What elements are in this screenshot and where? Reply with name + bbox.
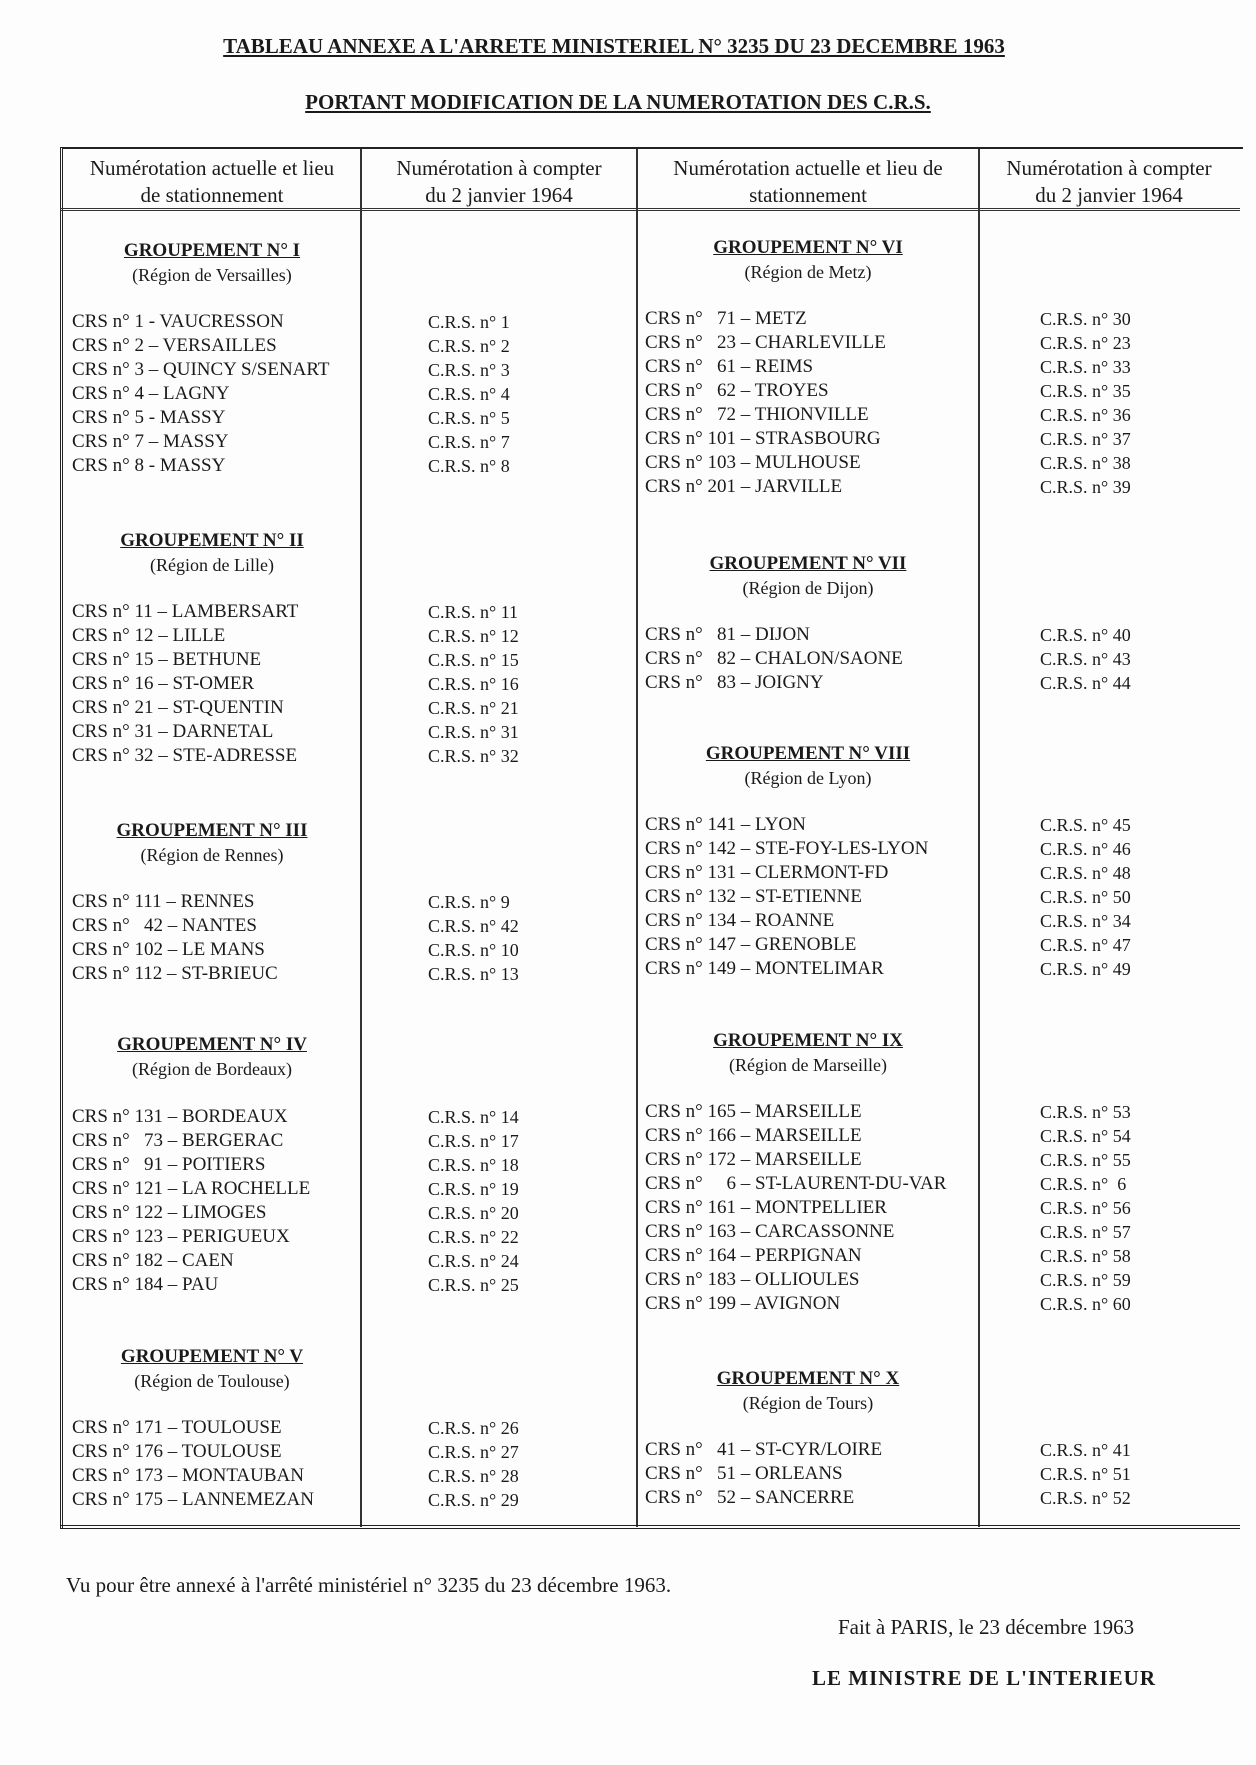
unit-new-number: C.R.S. n° 13 [428,964,519,984]
unit-current: CRS n° 166 – MARSEILLE [645,1125,862,1146]
unit-new-number: C.R.S. n° 34 [1040,911,1131,931]
unit-new-number: C.R.S. n° 49 [1040,959,1131,979]
column-divider [978,149,980,1527]
unit-current: CRS n° 52 – SANCERRE [645,1487,855,1508]
unit-new-number: C.R.S. n° 1 [428,312,510,332]
unit-new-number: C.R.S. n° 38 [1040,453,1131,473]
unit-current: CRS n° 31 – DARNETAL [72,721,274,742]
unit-new-number: C.R.S. n° 29 [428,1490,519,1510]
unit-new-number: C.R.S. n° 27 [428,1442,519,1462]
unit-new-number: C.R.S. n° 57 [1040,1222,1131,1242]
unit-current: CRS n° 182 – CAEN [72,1250,234,1271]
header-line: Numérotation actuelle et lieu de [673,156,943,180]
header-line: stationnement [749,183,867,207]
unit-current: CRS n° 199 – AVIGNON [645,1293,841,1314]
group-region: (Région de Toulouse) [134,1371,290,1391]
footer-signatory: LE MINISTRE DE L'INTERIEUR [812,1666,1156,1690]
unit-current: CRS n° 122 – LIMOGES [72,1202,267,1223]
unit-current: CRS n° 164 – PERPIGNAN [645,1245,862,1266]
unit-new-number: C.R.S. n° 11 [428,602,519,622]
group-title: GROUPEMENT N° III [116,820,308,841]
unit-current: CRS n° 73 – BERGERAC [72,1130,284,1151]
unit-new-number: C.R.S. n° 7 [428,432,510,452]
unit-new-number: C.R.S. n° 19 [428,1179,519,1199]
unit-current: CRS n° 21 – ST-QUENTIN [72,697,284,718]
unit-current: CRS n° 51 – ORLEANS [645,1463,843,1484]
unit-new-number: C.R.S. n° 15 [428,650,519,670]
unit-new-number: C.R.S. n° 3 [428,360,510,380]
unit-current: CRS n° 61 – REIMS [645,356,814,377]
unit-current: CRS n° 5 - MASSY [72,407,226,428]
group-region: (Région de Marseille) [729,1055,887,1075]
unit-new-number: C.R.S. n° 9 [428,892,510,912]
group-region: (Région de Bordeaux) [132,1059,292,1079]
unit-new-number: C.R.S. n° 51 [1040,1464,1131,1484]
unit-current: CRS n° 132 – ST-ETIENNE [645,886,862,907]
group-region: (Région de Metz) [744,262,872,282]
unit-current: CRS n° 41 – ST-CYR/LOIRE [645,1439,883,1460]
unit-current: CRS n° 1 - VAUCRESSON [72,311,284,332]
unit-new-number: C.R.S. n° 25 [428,1275,519,1295]
unit-new-number: C.R.S. n° 14 [428,1107,519,1127]
unit-current: CRS n° 171 – TOULOUSE [72,1417,282,1438]
header-line: Numérotation à compter [396,156,602,180]
unit-current: CRS n° 141 – LYON [645,814,806,835]
unit-new-number: C.R.S. n° 37 [1040,429,1131,449]
unit-current: CRS n° 163 – CARCASSONNE [645,1221,895,1242]
unit-new-number: C.R.S. n° 53 [1040,1102,1131,1122]
unit-new-number: C.R.S. n° 39 [1040,477,1131,497]
unit-new-number: C.R.S. n° 16 [428,674,519,694]
group-title: GROUPEMENT N° X [716,1368,900,1389]
unit-new-number: C.R.S. n° 55 [1040,1150,1131,1170]
unit-current: CRS n° 32 – STE-ADRESSE [72,745,298,766]
unit-current: CRS n° 8 - MASSY [72,455,226,476]
unit-new-number: C.R.S. n° 60 [1040,1294,1131,1314]
unit-current: CRS n° 12 – LILLE [72,625,226,646]
unit-current: CRS n° 82 – CHALON/SAONE [645,648,903,669]
group-region: (Région de Rennes) [140,845,284,865]
unit-current: CRS n° 3 – QUINCY S/SENART [72,359,330,380]
unit-new-number: C.R.S. n° 56 [1040,1198,1131,1218]
unit-new-number: C.R.S. n° 26 [428,1418,519,1438]
unit-current: CRS n° 165 – MARSEILLE [645,1101,862,1122]
unit-current: CRS n° 6 – ST-LAURENT-DU-VAR [645,1173,947,1194]
unit-current: CRS n° 72 – THIONVILLE [645,404,869,425]
unit-current: CRS n° 16 – ST-OMER [72,673,255,694]
unit-new-number: C.R.S. n° 45 [1040,815,1131,835]
unit-current: CRS n° 23 – CHARLEVILLE [645,332,886,353]
unit-current: CRS n° 201 – JARVILLE [645,476,843,497]
header-line: Numérotation à compter [1006,156,1212,180]
unit-current: CRS n° 172 – MARSEILLE [645,1149,862,1170]
unit-new-number: C.R.S. n° 41 [1040,1440,1131,1460]
unit-current: CRS n° 71 – METZ [645,308,807,329]
unit-new-number: C.R.S. n° 48 [1040,863,1131,883]
group-title: GROUPEMENT N° II [120,530,304,551]
unit-current: CRS n° 131 – CLERMONT-FD [645,862,889,883]
unit-new-number: C.R.S. n° 30 [1040,309,1131,329]
unit-new-number: C.R.S. n° 5 [428,408,510,428]
unit-current: CRS n° 175 – LANNEMEZAN [72,1489,314,1510]
unit-new-number: C.R.S. n° 8 [428,456,510,476]
group-region: (Région de Versailles) [132,265,292,285]
header-line: de stationnement [140,183,284,207]
group-region: (Région de Dijon) [742,578,874,598]
unit-new-number: C.R.S. n° 54 [1040,1126,1131,1146]
unit-new-number: C.R.S. n° 40 [1040,625,1131,645]
header-right-new [980,155,1238,209]
unit-new-number: C.R.S. n° 24 [428,1251,519,1271]
unit-new-number: C.R.S. n° 2 [428,336,510,356]
group-title: GROUPEMENT N° V [120,1346,304,1367]
document-title: TABLEAU ANNEXE A L'ARRETE MINISTERIEL N° 3235 DU 23 DECEMBRE 1963 [223,34,1005,58]
header-left-current [64,155,360,209]
unit-current: CRS n° 123 – PERIGUEUX [72,1226,290,1247]
unit-current: CRS n° 131 – BORDEAUX [72,1106,288,1127]
unit-new-number: C.R.S. n° 20 [428,1203,519,1223]
unit-current: CRS n° 161 – MONTPELLIER [645,1197,887,1218]
unit-new-number: C.R.S. n° 4 [428,384,510,404]
unit-current: CRS n° 102 – LE MANS [72,939,265,960]
column-divider [360,149,362,1527]
header-right-current [638,155,978,209]
header-left-new [362,155,636,209]
unit-new-number: C.R.S. n° 23 [1040,333,1131,353]
unit-new-number: C.R.S. n° 32 [428,746,519,766]
unit-new-number: C.R.S. n° 35 [1040,381,1131,401]
unit-current: CRS n° 7 – MASSY [72,431,229,452]
unit-current: CRS n° 42 – NANTES [72,915,257,936]
group-region: (Région de Tours) [742,1393,874,1413]
unit-new-number: C.R.S. n° 42 [428,916,519,936]
unit-new-number: C.R.S. n° 21 [428,698,519,718]
group-title: GROUPEMENT N° IV [117,1034,307,1055]
unit-current: CRS n° 173 – MONTAUBAN [72,1465,304,1486]
footer-annex-note: Vu pour être annexé à l'arrêté ministériel n° 3235 du 23 décembre 1963. [66,1573,672,1597]
unit-new-number: C.R.S. n° 36 [1040,405,1131,425]
group-title: GROUPEMENT N° I [123,240,301,261]
unit-new-number: C.R.S. n° 58 [1040,1246,1131,1266]
unit-current: CRS n° 142 – STE-FOY-LES-LYON [645,838,929,859]
unit-new-number: C.R.S. n° 31 [428,722,519,742]
unit-current: CRS n° 81 – DIJON [645,624,810,645]
unit-current: CRS n° 147 – GRENOBLE [645,934,857,955]
unit-new-number: C.R.S. n° 43 [1040,649,1131,669]
unit-current: CRS n° 176 – TOULOUSE [72,1441,282,1462]
header-line: du 2 janvier 1964 [1035,183,1183,207]
group-title: GROUPEMENT N° VI [713,237,903,258]
unit-current: CRS n° 103 – MULHOUSE [645,452,861,473]
unit-current: CRS n° 101 – STRASBOURG [645,428,881,449]
unit-current: CRS n° 91 – POITIERS [72,1154,266,1175]
unit-new-number: C.R.S. n° 6 [1040,1174,1127,1194]
unit-current: CRS n° 184 – PAU [72,1274,219,1295]
group-region: (Région de Lille) [150,555,274,575]
unit-new-number: C.R.S. n° 52 [1040,1488,1131,1508]
unit-current: CRS n° 15 – BETHUNE [72,649,262,670]
header-line: Numérotation actuelle et lieu [89,156,335,180]
unit-new-number: C.R.S. n° 46 [1040,839,1131,859]
unit-current: CRS n° 112 – ST-BRIEUC [72,963,278,984]
unit-current: CRS n° 11 – LAMBERSART [72,601,299,622]
unit-current: CRS n° 83 – JOIGNY [645,672,824,693]
header-line: du 2 janvier 1964 [425,183,573,207]
unit-current: CRS n° 121 – LA ROCHELLE [72,1178,311,1199]
unit-new-number: C.R.S. n° 17 [428,1131,519,1151]
group-title: GROUPEMENT N° VII [709,553,907,574]
table-bottom-border [60,1525,1240,1529]
unit-new-number: C.R.S. n° 47 [1040,935,1131,955]
unit-new-number: C.R.S. n° 18 [428,1155,519,1175]
unit-current: CRS n° 149 – MONTELIMAR [645,958,884,979]
unit-new-number: C.R.S. n° 28 [428,1466,519,1486]
unit-current: CRS n° 183 – OLLIOULES [645,1269,860,1290]
unit-current: CRS n° 134 – ROANNE [645,910,835,931]
unit-new-number: C.R.S. n° 59 [1040,1270,1131,1290]
group-title: GROUPEMENT N° IX [713,1030,903,1051]
footer-place-date: Fait à PARIS, le 23 décembre 1963 [838,1615,1135,1639]
unit-new-number: C.R.S. n° 50 [1040,887,1131,907]
unit-new-number: C.R.S. n° 22 [428,1227,519,1247]
unit-new-number: C.R.S. n° 10 [428,940,519,960]
unit-current: CRS n° 62 – TROYES [645,380,829,401]
group-region: (Région de Lyon) [744,768,872,788]
unit-current: CRS n° 111 – RENNES [72,891,255,912]
unit-new-number: C.R.S. n° 12 [428,626,519,646]
group-title: GROUPEMENT N° VIII [705,743,911,764]
document-subtitle: PORTANT MODIFICATION DE LA NUMEROTATION DES C.R.S. [305,90,931,114]
unit-new-number: C.R.S. n° 44 [1040,673,1131,693]
unit-current: CRS n° 4 – LAGNY [72,383,230,404]
unit-new-number: C.R.S. n° 33 [1040,357,1131,377]
column-divider [636,149,638,1527]
unit-current: CRS n° 2 – VERSAILLES [72,335,277,356]
